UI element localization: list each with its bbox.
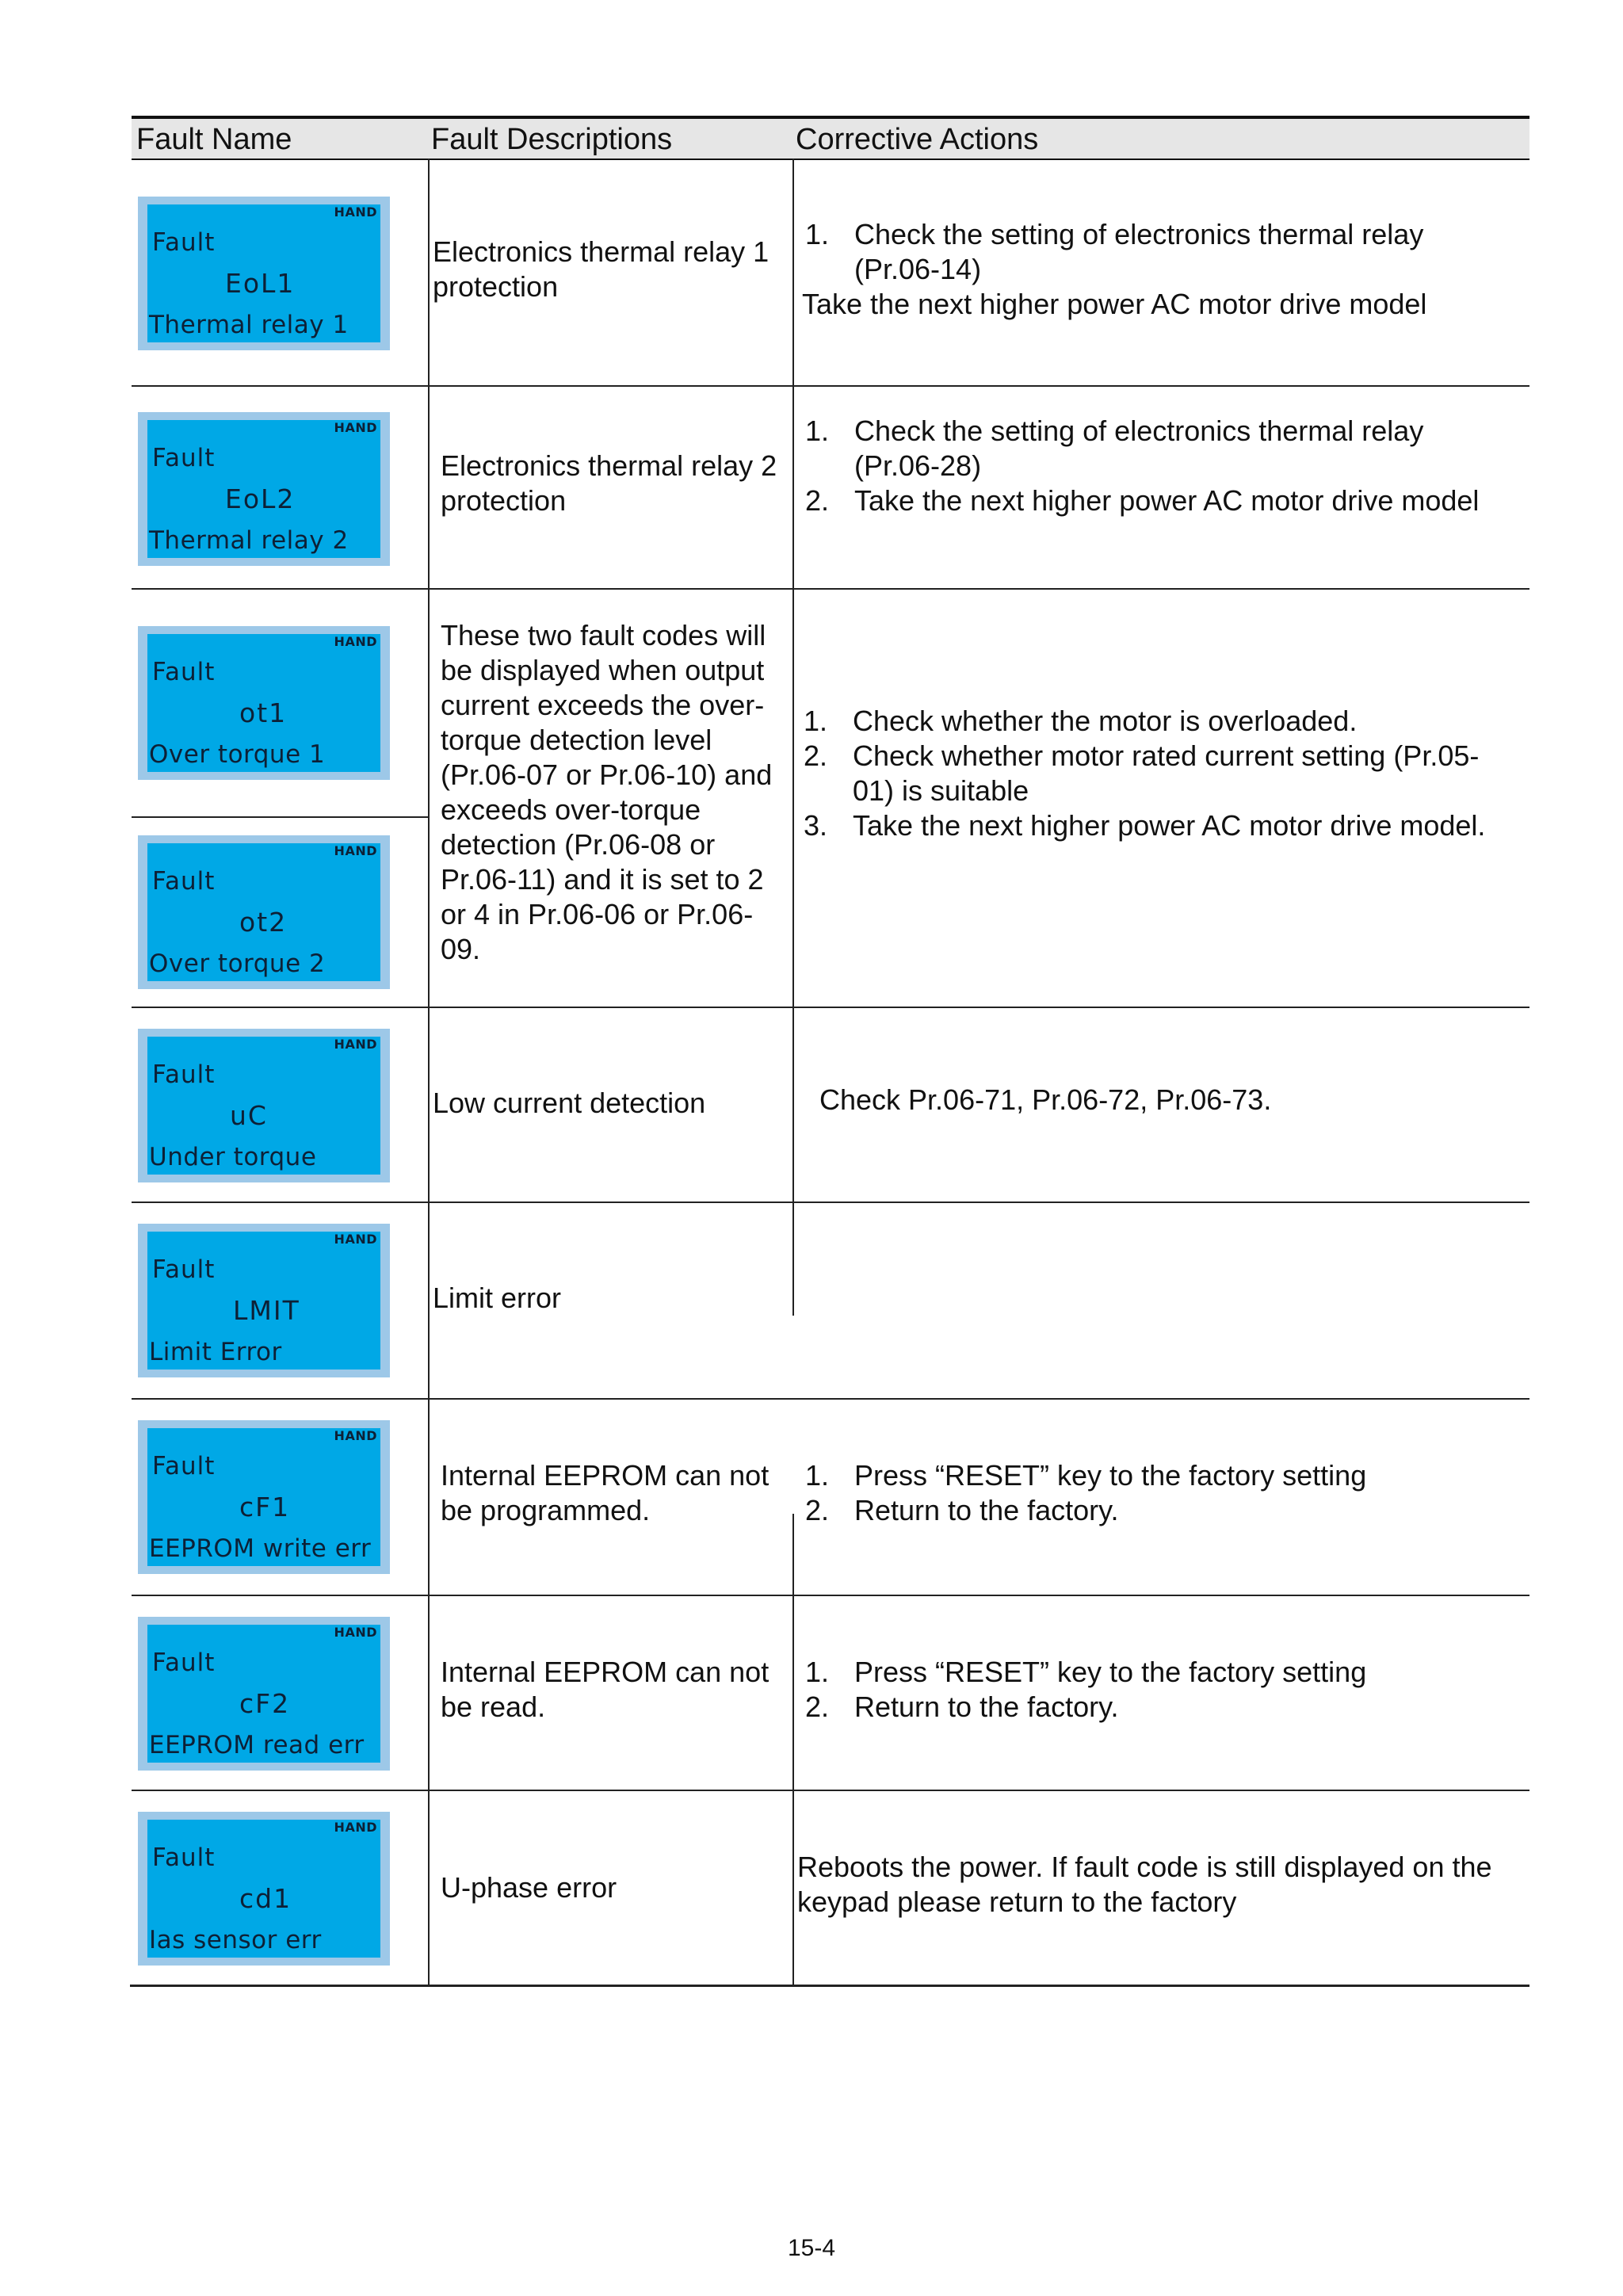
- keypad-display: [138, 1029, 390, 1182]
- fault-description: Electronics thermal relay 2 protection: [441, 449, 777, 517]
- keypad-fault-message: Over torque 1: [149, 740, 326, 769]
- keypad-fault-code: cF1: [239, 1492, 291, 1522]
- keypad-fault-label: Fault: [152, 658, 216, 686]
- fault-description: Limit error: [433, 1282, 562, 1314]
- hand-mode-indicator: HAND: [334, 843, 377, 858]
- keypad-display: [138, 197, 390, 350]
- keypad-fault-message: Ias sensor err: [149, 1926, 322, 1954]
- hand-mode-indicator: HAND: [334, 634, 377, 649]
- keypad-fault-message: Thermal relay 2: [149, 526, 349, 555]
- row-divider: [132, 1201, 1529, 1203]
- list-item: 1. Check the setting of electronics thermal relay (Pr.06-28): [805, 415, 1424, 482]
- list-item: 2. Return to the factory.: [805, 1690, 1119, 1723]
- list-item: 2. Return to the factory.: [805, 1494, 1119, 1526]
- keypad-fault-message: EEPROM read err: [149, 1731, 365, 1759]
- list-item: 2. Take the next higher power AC motor drive model: [805, 484, 1480, 517]
- keypad-fault-code: uC: [230, 1100, 268, 1131]
- keypad-fault-message: Over torque 2: [149, 949, 326, 978]
- corrective-actions-list: [800, 414, 1514, 518]
- corrective-note: Reboots the power. If fault code is still displayed on the keypad please return to the factory: [797, 1851, 1492, 1918]
- row-divider: [132, 1398, 1529, 1400]
- keypad-fault-message: Thermal relay 1: [149, 311, 349, 339]
- keypad-fault-message: EEPROM write err: [149, 1534, 372, 1563]
- list-item: 1. Check whether the motor is overloaded.: [804, 705, 1358, 737]
- keypad-display: [138, 626, 390, 780]
- corrective-note: Take the next higher power AC motor drive model: [802, 288, 1427, 320]
- list-item: 1. Check the setting of electronics thermal relay (Pr.06-14): [805, 218, 1424, 285]
- header-fault-descriptions: Fault Descriptions: [431, 123, 673, 156]
- list-item: 3. Take the next higher power AC motor drive model.: [804, 809, 1486, 842]
- keypad-fault-message: Under torque: [149, 1143, 317, 1171]
- row-divider: [132, 1007, 1529, 1008]
- corrective-actions-list: [799, 704, 1512, 843]
- keypad-screen: [147, 204, 380, 342]
- list-item: 1. Press “RESET” key to the factory setting: [805, 1459, 1367, 1492]
- keypad-fault-code: LMIT: [233, 1295, 300, 1326]
- keypad-fault-message: Limit Error: [149, 1338, 282, 1366]
- row-divider: [132, 385, 1529, 387]
- list-item: 2. Check whether motor rated current setting (Pr.05-01) is suitable: [804, 739, 1480, 807]
- hand-mode-indicator: HAND: [334, 1428, 377, 1443]
- list-item: 1. Press “RESET” key to the factory setting: [805, 1656, 1367, 1688]
- hand-mode-indicator: HAND: [334, 1037, 377, 1052]
- keypad-display: [138, 1224, 390, 1377]
- keypad-screen: [147, 1820, 380, 1958]
- keypad-display: [138, 835, 390, 989]
- hand-mode-indicator: HAND: [334, 1820, 377, 1835]
- corrective-actions-list: [800, 1655, 1514, 1725]
- hand-mode-indicator: HAND: [334, 1232, 377, 1247]
- column-divider-1: [428, 159, 430, 1986]
- keypad-screen: [147, 634, 380, 772]
- keypad-fault-label: Fault: [152, 1060, 216, 1089]
- fault-description: Low current detection: [433, 1087, 706, 1119]
- keypad-screen: [147, 843, 380, 981]
- header-corrective-actions: Corrective Actions: [796, 123, 1039, 156]
- corrective-actions-list: [800, 217, 1514, 287]
- fault-description: These two fault codes will be displayed when output current exceeds the over-torque detection level (Pr.06-07 or Pr.06-10) and exceeds over-torque detection (Pr.06-08 or Pr.06-11) and it is set to 2 or 4 in Pr.06-06 or Pr.06-09.: [441, 619, 773, 965]
- keypad-display: [138, 1812, 390, 1966]
- keypad-screen: [147, 1232, 380, 1370]
- corrective-actions-list: [800, 1458, 1514, 1528]
- hand-mode-indicator: HAND: [334, 204, 377, 220]
- keypad-display: [138, 412, 390, 566]
- keypad-fault-code: EoL2: [225, 483, 296, 514]
- keypad-fault-label: Fault: [152, 867, 216, 896]
- column-divider-2a: [792, 159, 794, 1316]
- column-divider-2b: [792, 1514, 794, 1986]
- table-header-row: [132, 119, 1529, 160]
- hand-mode-indicator: HAND: [334, 420, 377, 435]
- keypad-fault-label: Fault: [152, 1255, 216, 1284]
- keypad-fault-label: Fault: [152, 1843, 216, 1872]
- keypad-display: [138, 1420, 390, 1574]
- keypad-fault-label: Fault: [152, 1452, 216, 1480]
- row-divider: [132, 1595, 1529, 1596]
- fault-description: Internal EEPROM can not be read.: [441, 1656, 769, 1723]
- keypad-fault-label: Fault: [152, 228, 216, 257]
- page-number: 15-4: [787, 2235, 836, 2261]
- row-divider-ot: [132, 816, 428, 818]
- keypad-display: [138, 1617, 390, 1771]
- row-divider: [132, 588, 1529, 590]
- corrective-note: Check Pr.06-71, Pr.06-72, Pr.06-73.: [819, 1083, 1272, 1116]
- keypad-fault-code: ot1: [239, 697, 288, 728]
- row-divider: [132, 1790, 1529, 1791]
- fault-description: U-phase error: [441, 1871, 617, 1904]
- keypad-fault-label: Fault: [152, 1648, 216, 1677]
- fault-description: Electronics thermal relay 1 protection: [433, 235, 769, 303]
- keypad-fault-code: cd1: [239, 1883, 292, 1914]
- hand-mode-indicator: HAND: [334, 1625, 377, 1640]
- header-fault-name: Fault Name: [136, 123, 292, 156]
- table-bottom-rule: [130, 1985, 1529, 1987]
- keypad-screen: [147, 1037, 380, 1175]
- fault-description: Internal EEPROM can not be programmed.: [441, 1459, 769, 1526]
- keypad-fault-code: cF2: [239, 1688, 291, 1719]
- keypad-screen: [147, 1428, 380, 1566]
- keypad-screen: [147, 1625, 380, 1763]
- keypad-screen: [147, 420, 380, 558]
- keypad-fault-code: ot2: [239, 907, 288, 938]
- keypad-fault-label: Fault: [152, 444, 216, 472]
- keypad-fault-code: EoL1: [225, 268, 296, 299]
